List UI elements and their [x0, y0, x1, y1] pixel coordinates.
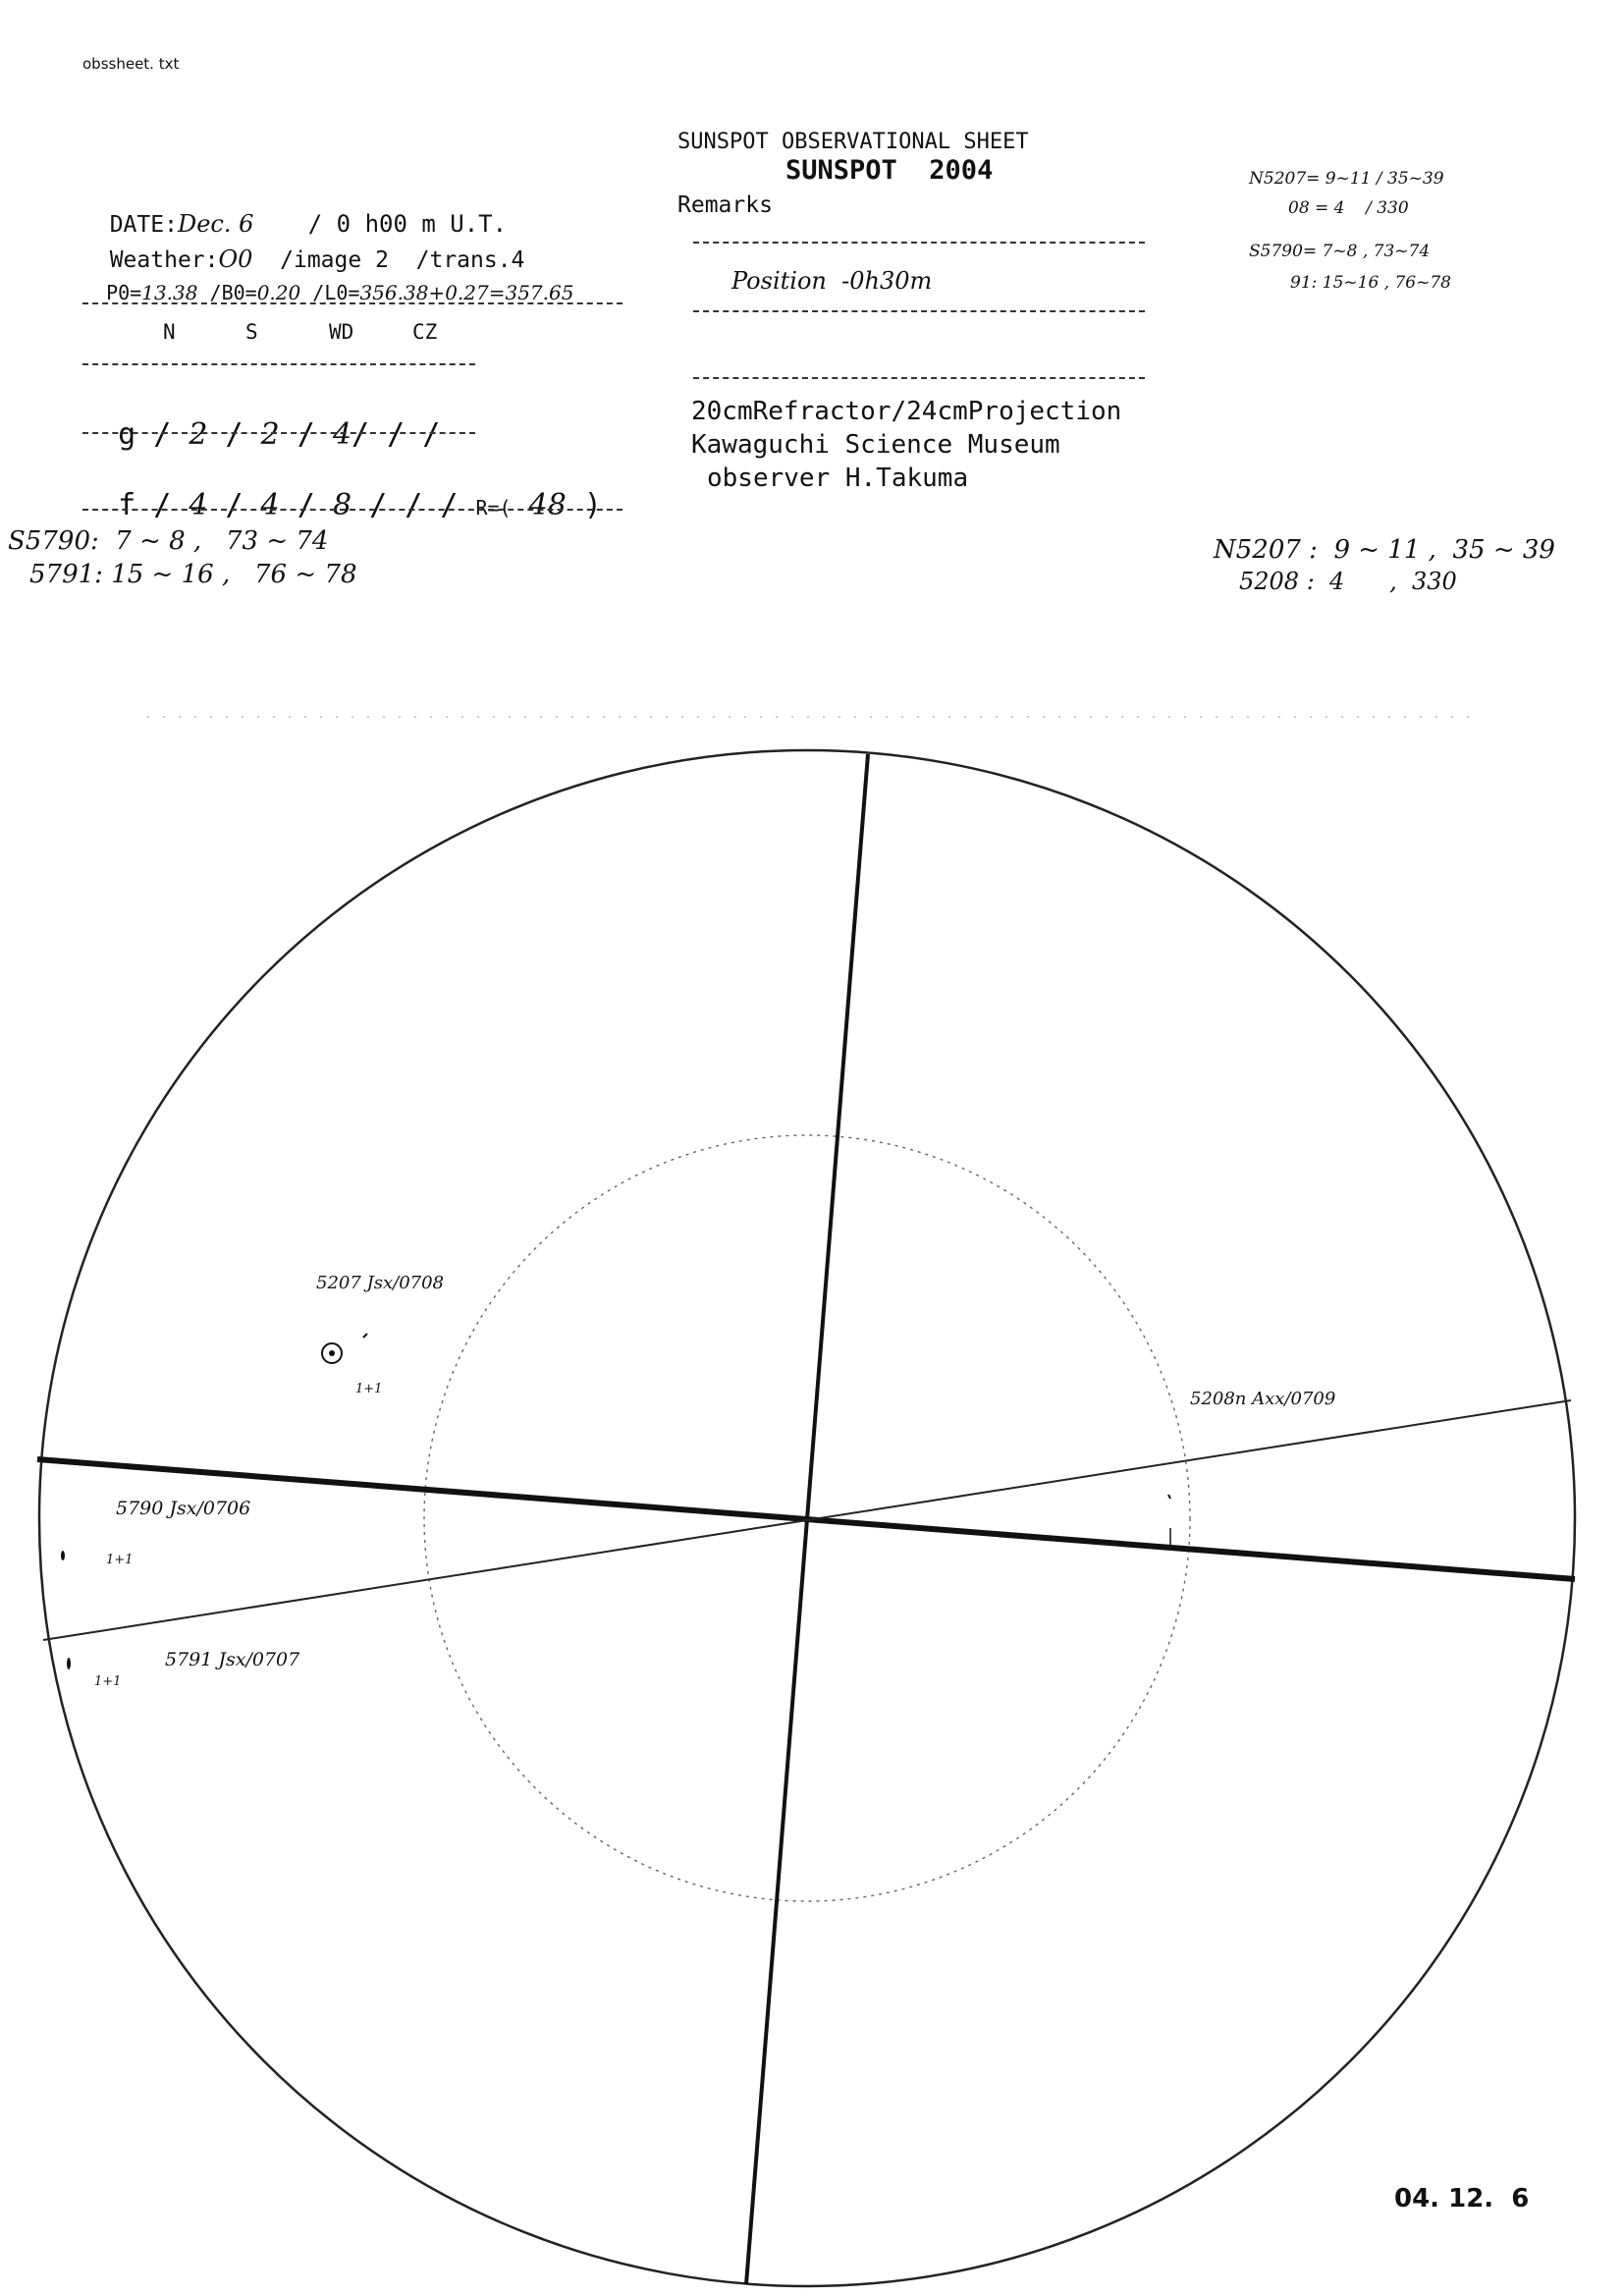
label-5207: 5207 Jsx/0708	[316, 1273, 445, 1293]
note-top-right-4: 91: 15~16 , 76~78	[1290, 273, 1451, 293]
instrument-line-2: Kawaguchi Science Museum	[691, 430, 1060, 460]
b0-value: 0.20	[256, 281, 301, 304]
label-5208: 5208n Axx/0709	[1190, 1389, 1336, 1409]
g-s: 2	[260, 417, 280, 452]
col-header-n: N	[163, 320, 176, 344]
g-wd: 4	[332, 417, 352, 452]
observer-line: observer H.Takuma	[707, 464, 969, 493]
image-value: /image 2	[280, 247, 389, 273]
r-value: 48	[528, 488, 567, 522]
sheet-title: SUNSPOT OBSERVATIONAL SHEET	[677, 130, 1029, 154]
p0-label: P0=	[106, 281, 142, 304]
file-name: obssheet. txt	[82, 55, 180, 73]
date-label: DATE:	[109, 212, 178, 238]
r-label: R=(	[475, 496, 512, 519]
label-5790: 5790 Jsx/0706	[116, 1498, 251, 1519]
g-label: g	[118, 417, 136, 452]
time-value: / 0 h00 m U.T.	[307, 210, 508, 238]
remarks-label: Remarks	[677, 192, 773, 218]
spot-5207-follower	[363, 1334, 367, 1338]
l0-value: 356.38+0.27=357.65	[359, 281, 574, 304]
position-note: Position -0h30m	[731, 267, 933, 295]
spot-5790	[61, 1551, 65, 1560]
g-row: g / 2 / 2 / 4/ / /	[118, 417, 441, 452]
f-cz: /	[405, 488, 423, 522]
g-n: 2	[189, 417, 208, 452]
weather-label: Weather:	[109, 247, 219, 273]
spot-5208	[1168, 1495, 1170, 1499]
note-top-right-3: S5790= 7~8 , 73~74	[1249, 242, 1431, 261]
solar-equator	[37, 1459, 1575, 1579]
f-row: f / 4 / 4 / 8 / / / R=( 48 )	[118, 488, 602, 522]
g-extra: /	[422, 417, 441, 452]
sheet-subtitle: SUNSPOT 2004	[785, 155, 994, 186]
date-stamp: 04. 12. 6	[1394, 2184, 1530, 2214]
p0-value: 13.38	[141, 281, 198, 304]
note-left-1: S5790: 7 ~ 8 , 73 ~ 74	[8, 526, 329, 556]
date-value: Dec. 6	[177, 210, 254, 238]
r-close: )	[583, 488, 602, 522]
f-n: 4	[189, 488, 208, 522]
weather-value: O0	[218, 246, 253, 273]
note-right-2: 5208 : 4 , 330	[1239, 568, 1457, 595]
f-s: 4	[260, 488, 280, 522]
count-5790: 1+1	[106, 1553, 134, 1567]
spot-5207	[329, 1350, 335, 1356]
col-header-s: S	[245, 320, 258, 344]
label-5791: 5791 Jsx/0707	[165, 1649, 300, 1670]
note-right-1: N5207 : 9 ~ 11 , 35 ~ 39	[1214, 535, 1555, 565]
count-5791: 1+1	[94, 1674, 122, 1689]
ecliptic-line	[43, 1400, 1571, 1640]
g-cz: /	[387, 417, 406, 452]
note-left-2: 5791: 15 ~ 16 , 76 ~ 78	[29, 560, 357, 589]
instrument-line-1: 20cmRefractor/24cmProjection	[691, 397, 1122, 426]
f-label: f	[118, 488, 136, 522]
l0-label: /L0=	[312, 281, 360, 304]
spot-5791	[67, 1658, 71, 1669]
col-header-wd: WD	[329, 320, 354, 344]
col-header-cz: CZ	[412, 320, 438, 344]
note-top-right-2: 08 = 4 / 330	[1288, 198, 1409, 218]
count-5207: 1+1	[355, 1382, 383, 1396]
b0-label: /B0=	[209, 281, 257, 304]
trans-value: /trans.4	[415, 247, 525, 273]
f-wd: 8	[332, 488, 352, 522]
f-extra: /	[440, 488, 459, 522]
note-top-right-1: N5207= 9~11 / 35~39	[1249, 169, 1444, 189]
